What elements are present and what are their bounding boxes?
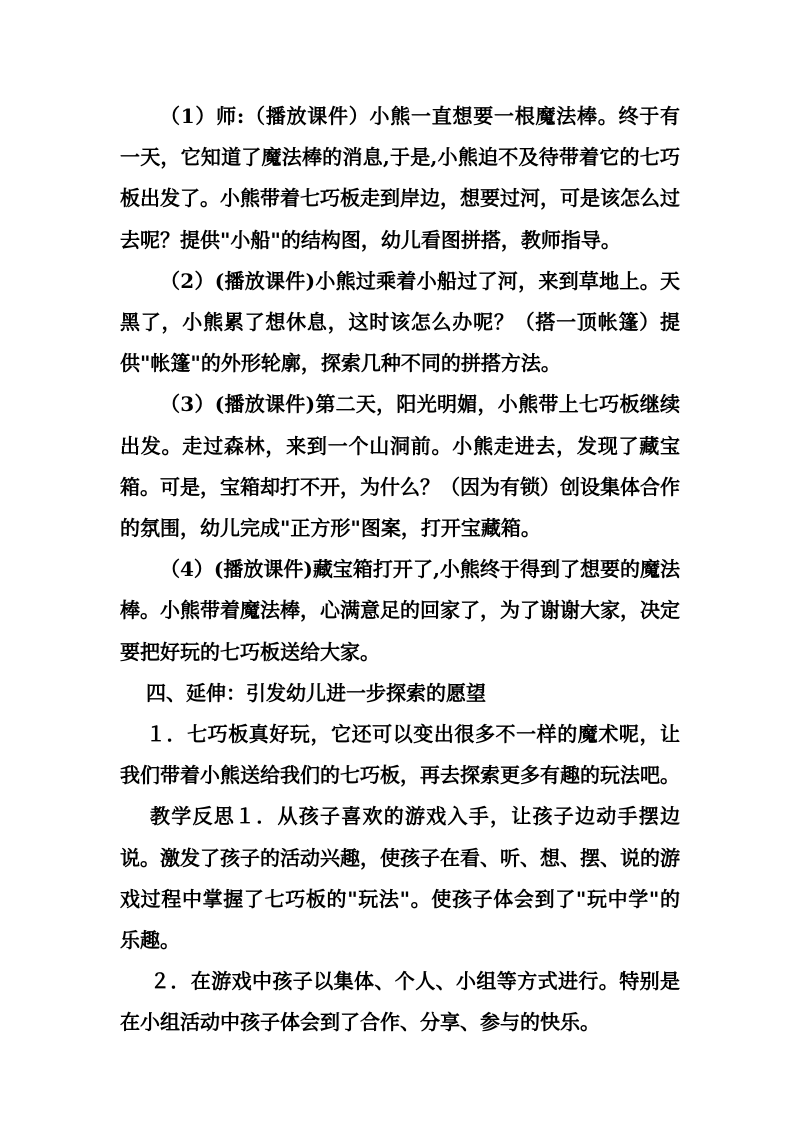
paragraph-step-2: （2）(播放课件)小熊过乘着小船过了河，来到草地上。天黑了，小熊累了想休息，这时该怎么办呢？（搭一顶帐篷）提供"帐篷"的外形轮廓，探索几种不同的拼搭方法。 [120,268,680,376]
paragraph-reflection-2: ２．在游戏中孩子以集体、个人、小组等方式进行。特别是在小组活动中孩子体会到了合作、分享、参与的快乐。 [120,969,680,1035]
paragraph-reflection-1: 教学反思１．从孩子喜欢的游戏入手，让孩子边动手摆边说。激发了孩子的活动兴趣，使孩子在看、听、想、摆、说的游戏过程中掌握了七巧板的"玩法"。使孩子体会到了"玩中学"的乐趣。 [120,804,680,953]
paragraph-step-4: （4）(播放课件)藏宝箱打开了,小熊终于得到了想要的魔法棒。小熊带着魔法棒，心满意足的回家了，为了谢谢大家，决定要把好玩的七巧板送给大家。 [120,557,680,664]
paragraph-extension-1: １．七巧板真好玩，它还可以变出很多不一样的魔术呢，让我们带着小熊送给我们的七巧板，再去探索更多有趣的玩法吧。 [120,722,680,788]
document-body [120,96,680,1044]
section-heading-extension: 四、延伸：引发幼儿进一步探索的愿望 [146,680,486,705]
paragraph-step-1: （1）师:（播放课件）小熊一直想要一根魔法棒。终于有一天，它知道了魔法棒的消息,于是,小熊迫不及待带着它的七巧板出发了。小熊带着七巧板走到岸边，想要过河，可是该怎么过去呢？提供"小船"的结构图，幼儿看图拼搭，教师指导。 [120,104,680,252]
paragraph-step-3: （3）(播放课件)第二天，阳光明媚，小熊带上七巧板继续出发。走过森林，来到一个山洞前。小熊走进去，发现了藏宝箱。可是，宝箱却打不开，为什么？（因为有锁）创设集体合作的氛围，幼儿完成"正方形"图案，打开宝藏箱。 [120,392,680,541]
